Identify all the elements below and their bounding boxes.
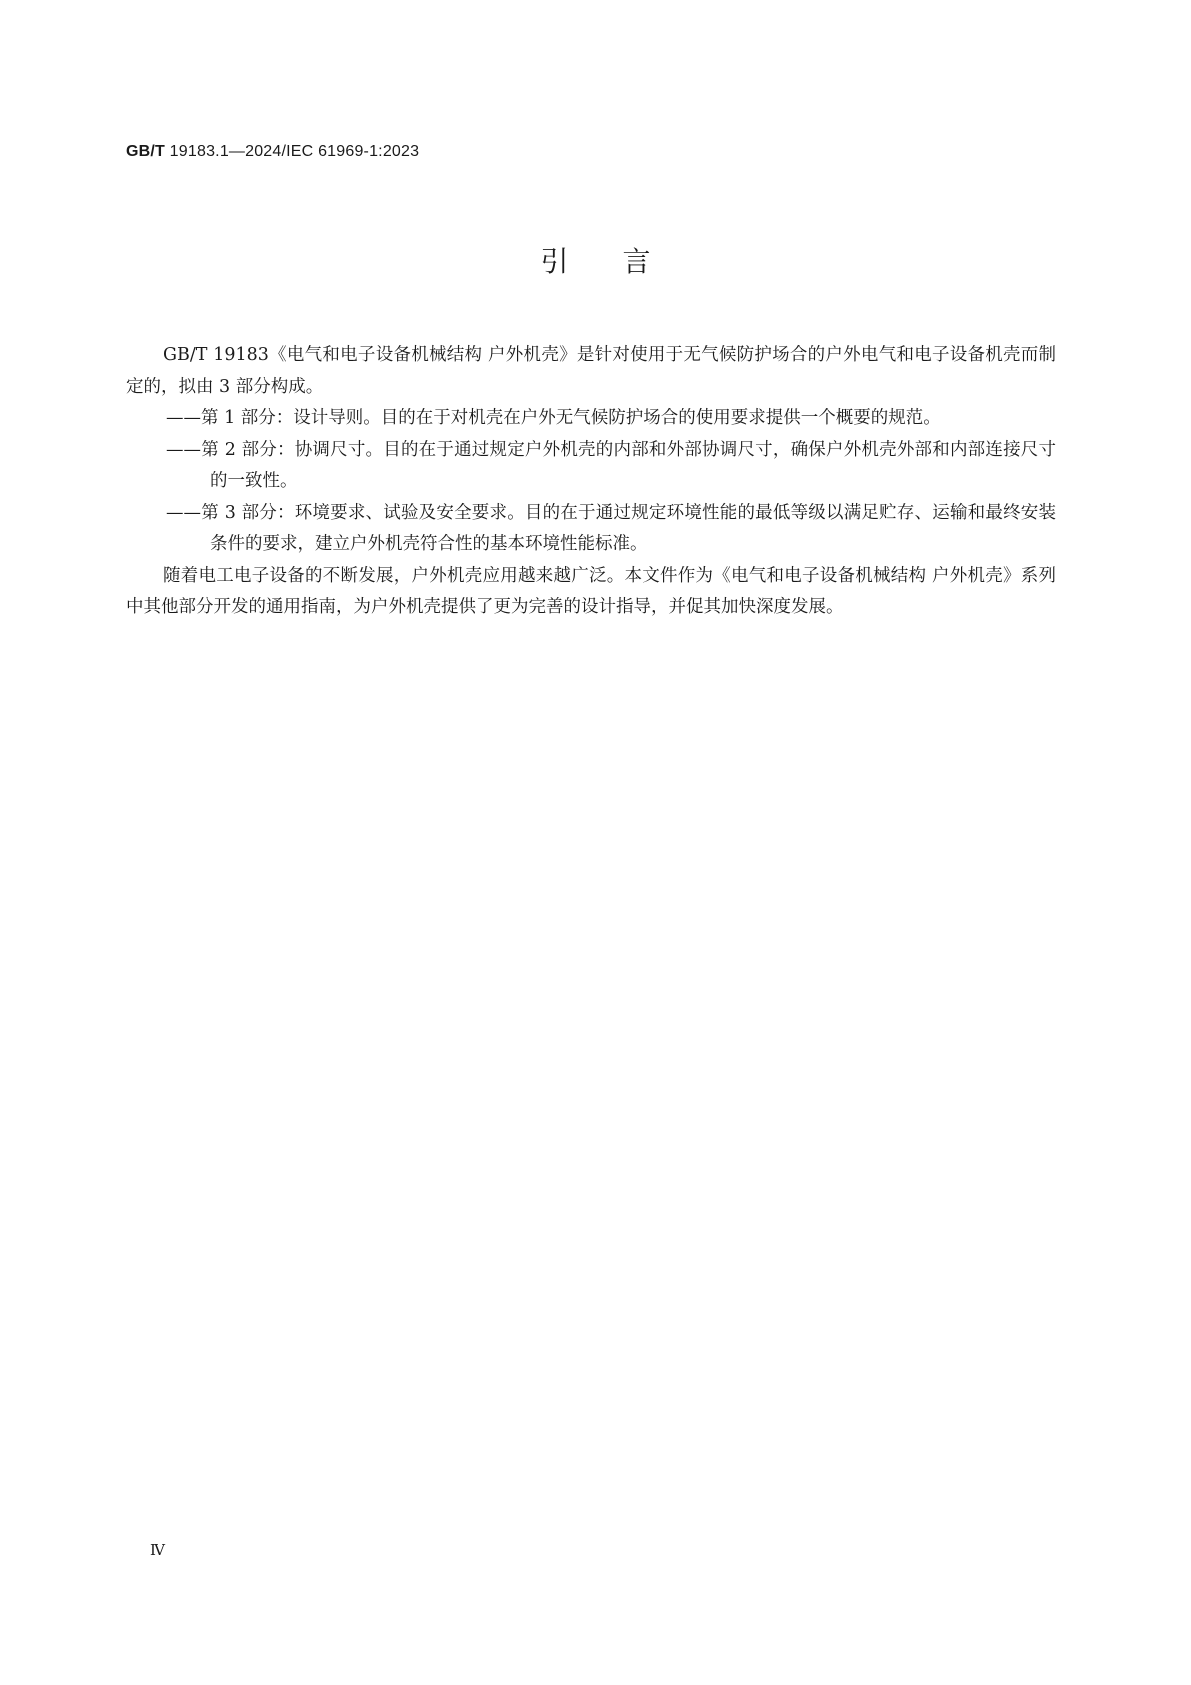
standard-number-header [126, 143, 419, 161]
document-body [126, 340, 1056, 624]
closing-paragraph: 随着电工电子设备的不断发展，户外机壳应用越来越广泛。本文件作为《电气和电子设备机械结构 户外机壳》系列中其他部分开发的通用指南，为户外机壳提供了更为完善的设计指导，并促其加快深度发展。 [126, 565, 1056, 617]
intro-paragraph: GB/T 19183《电气和电子设备机械结构 户外机壳》是针对使用于无气候防护场合的户外电气和电子设备机壳而制定的，拟由 3 部分构成。 [126, 345, 1056, 397]
part-1-item: ——第 1 部分：设计导则。目的在于对机壳在户外无气候防护场合的使用要求提供一个概要的规范。 [166, 408, 941, 428]
part-3-item: ——第 3 部分：环境要求、试验及安全要求。目的在于通过规定环境性能的最低等级以满足贮存、运输和最终安装条件的要求，建立户外机壳符合性的基本环境性能标准。 [166, 502, 1056, 554]
page-title: 引言 [540, 245, 705, 278]
standard-number-rest: 19183.1—2024/IEC 61969-1:2023 [165, 143, 420, 160]
standard-code: GB/T [126, 143, 166, 160]
part-2-item: ——第 2 部分：协调尺寸。目的在于通过规定户外机壳的内部和外部协调尺寸，确保户外机壳外部和内部连接尺寸的一致性。 [166, 439, 1056, 491]
page-number: Ⅳ [150, 1543, 165, 1559]
